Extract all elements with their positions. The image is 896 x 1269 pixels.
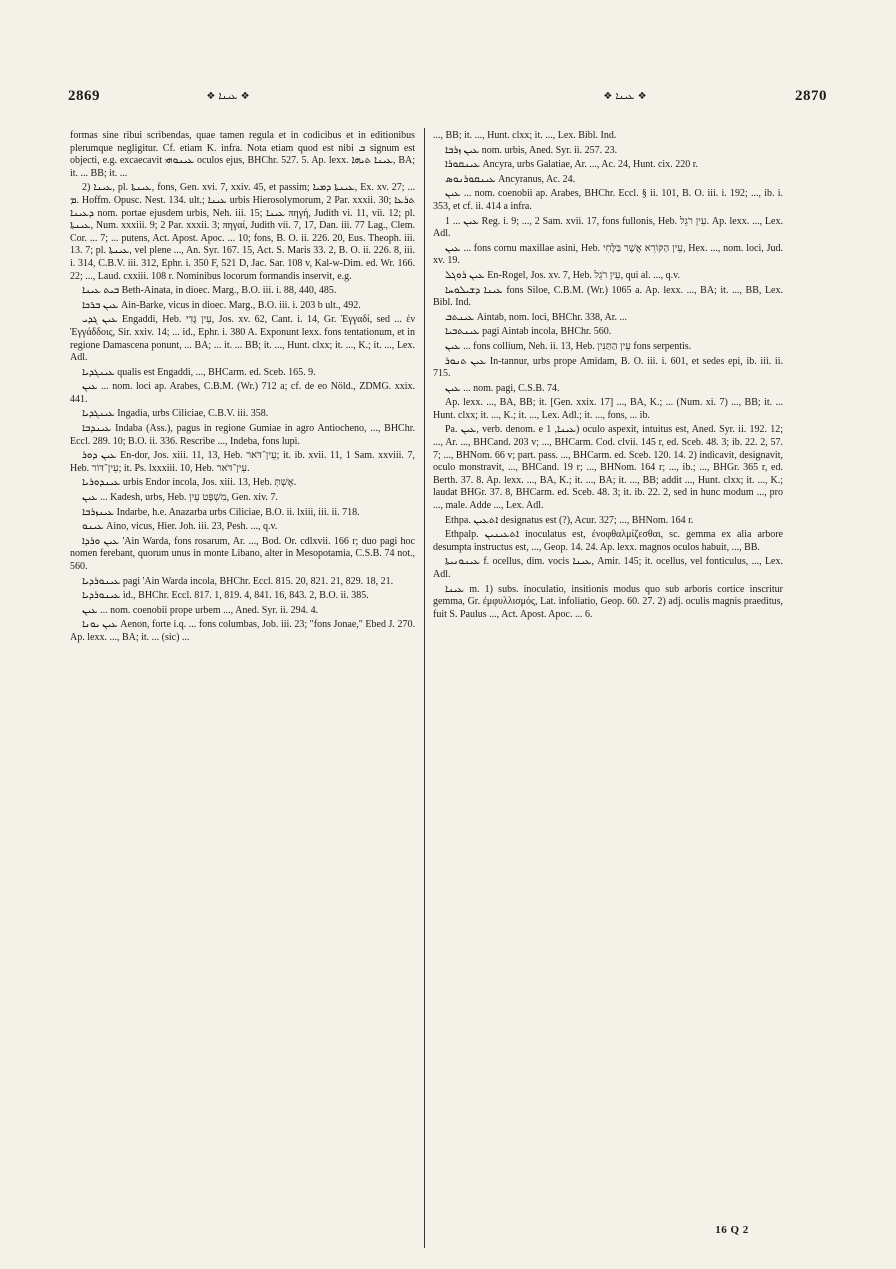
dictionary-entry: 2) ܥܝܢܐ, pl. ܥܝܢܬܐ, fons, Gen. xvi. 7, xxiv. 45, et passim; ܥܝܢܬܐ ܕܡܝܐ, Ex. xv. 27; ... ܡ. Hoffm. Opusc. Nest. 134. ult.; ܥܝܢܐ urbis Hierosolymorum, 2 Par. xxxii. 30; ܬܪܥܐ ܕܥܝܢܐ nom. portae ejusdem urbis, Neh. iii. 15; ܥܝܢܐ πηγή, Judith vi. 11, vii. 12; pl. ܥܝܢܬܐ, Num. xxxiii. 9; 2 Par. xxxii. 3; πηγαί, Judith vii. 7, 17, Dan. iii. 77 Lag., Clem. Cor. ... 7; ... putens, Act. Apost. Apoc. ... 10; fons, B. O. ii. 226. 20, Eus. Theoph. iii. 13. 7; pl. ܥܝܢܬܐ, vel plene ..., An. Syr. 167. 15, Act. S. Maris 33. 2, B. O. ii. 226. 8, iii. i. 314, C.B.V. iii. 312, Ephr. i. 350 F, 521 D, Jac. Sar. 108 v, Kal-w-Dim. ed. Wr. 166. 22; ..., Laud. cxxiii. 108 r. Nominibus locorum formandis inservit, e.g. (70, 182, 415, 282)
dictionary-entry: Ap. lexx. ..., BA, BB; it. [Gen. xxix. 17] ..., BA, K.; ... (Num. xi. 7) ..., BB; it. ... Hunt. clxx; it. ..., K.; it. ..., Lex. Adl.; it. ..., fons, ... ib. (433, 397, 783, 421)
dictionary-entry: ܥܝܢܐ ܕܫܝܠܘܚܐ fons Siloe, C.B.M. (Wr.) 1065 a. Ap. lexx. ..., BA; it. ..., BB, Lex. Bibl. Ind. (433, 284, 783, 309)
dictionary-entry: ܥܝܢ ܪܘܓܠ En-Rogel, Jos. xv. 7, Heb. עֵין רֹגֵל, qui al. ..., q.v. (445, 269, 680, 281)
dictionary-entry: ܥܝܢ ... Kadesh, urbs, Heb. מִשְׁפָּט עֵין, Gen. xiv. 7. (82, 492, 278, 504)
dictionary-entry: ܥܝܢܕܘܪܝܐ urbis Endor incola, Jos. xiii. 13, Heb. אֶשְׁתְּ. (82, 477, 297, 489)
right-running-head: ❖ ܥܝܢܐ ❖ (603, 91, 647, 102)
printer-signature: 16 Q 2 (715, 1224, 749, 1236)
dictionary-entry: ܥܝܢ ... fons collium, Neh. ii. 13, Heb. עֵין הַתַּנִּין fons serpentis. (445, 340, 692, 352)
dictionary-entry: ܥܝܢܘܢܝܬܐ f. ocellus, dim. vocis ܥܝܢܐ, Amir. 145; it. ocellus, vel fonticulus, ..., Lex. Adl. (433, 556, 783, 580)
dictionary-entry: ܥܝܢܩܘܪܢܘܣ Ancyranus, Ac. 24. (445, 173, 576, 185)
dictionary-entry: ܥܝܢ ܙܪܒܐ nom. urbis, Aned. Syr. ii. 257. 23. (445, 144, 618, 156)
dictionary-entry: ܥܝܢ ܓܕܝ Engaddi, Heb. עֵין גֶּדִי, Jos. xv. 62, Cant. i. 14, Gr. Ἐγγαδί, sed ... ἐν Ἐγγάδδοις, Sir. xxiv. 14; ... id., Ephr. i. 380 A. Exponunt lexx. fons tentationum, et in regione Damascena ponunt, ... BA; ... it. ... BB; it. ..., Hunt. clxx; it. ..., K.; it. ..., Lex. Adl. (70, 314, 415, 364)
dictionary-entry: ܥܝܢ ... 1 Reg. i. 9; ..., 2 Sam. xvii. 17, fons fullonis, Heb. עֵין רֹגֵל. Ap. lexx. ..., Lex. Adl. (433, 215, 783, 240)
dictionary-entry: ܥܝܢܘܪܕܝܐ pagi 'Ain Warda incola, BHChr. Eccl. 815. 20, 821. 21, 829. 18, 21. (82, 575, 394, 587)
column-divider (424, 128, 425, 1248)
dictionary-entry: ܥܝܢ ... nom. coenobii prope urbem ..., Aned. Syr. ii. 294. 4. (82, 604, 319, 616)
dictionary-entry: ܥܝܢ ... nom. loci ap. Arabes, C.B.M. (Wr.) 712 a; cf. de eo Nöld., ZDMG. xxix. 441. (70, 381, 415, 405)
dictionary-entry: ܥܝܢ ܕܘܪ En-dor, Jos. xiii. 11, 13, Heb. עֵין־דֹּאר; it. ib. xvii. 11, 1 Sam. xxviii. 7, Heb. עֵין־דּוֹר; it. Ps. lxxxiii. 10, Heb. עֵין־דֹּאר. (70, 450, 415, 474)
page-header (0, 0, 896, 120)
dictionary-entry: ܥܝܢܘ Aino, vicus, Hier. Joh. iii. 23, Pesh. ..., q.v. (82, 521, 278, 533)
left-column (70, 130, 415, 1247)
dictionary-entry: Pa. ܥܝܢ, verb. denom. e ܥܝܢܐ, 1) oculo aspexit, intuitus est, Aned. Syr. ii. 192. 12; ..., Ar. ..., BHCand. 203 v; ..., BHCarm. Cod. clvii. 145 r, ed. Sceb. 48. 3; ib. 22. 2, 57. 7; ..., BHNom. 66 v; part. pass. ..., BHCarm. ed. Sceb. 120. 14. 2) indicavit, designavit, oculo monstravit, ..., BHCand. 19 r; ..., BHNom. 164 r; ..., ib.; ..., BHGr. 365 r, ed. Berth. 37. 8. Ap. lexx. ..., BA, K.; it. ..., BA; it. ..., BB; addit ..., Hunt. clxx; it. ..., K.; laudat BHGr. 37. 8, BHCarm. ed. Sceb. 48. 3; it. ib. 22. 2, sed in hunc modum ..., pro ..., male. Adde ..., Lex. Adl. (433, 424, 783, 512)
dictionary-entry: Ethpalp. ܐܬܥܝܢܝܢ inoculatus est, ἐνοφθαλμίζεσθαι, sc. gemma ex alia arbore desumpta instructus est, ..., Geop. 14. 24. Ap. lexx. magnos oculos habuit, ..., BB. (433, 529, 783, 553)
dictionary-entry: ܥܝܢ ... nom. pagi, C.S.B. 74. (445, 382, 560, 394)
dictionary-entry: ܒܝܬ ܥܝܢܐ Beth-Ainata, in dioec. Marg., B.O. iii. i. 88, 440, 485. (82, 285, 337, 297)
dictionary-entry: Ethpa. ܐܬܥܝܢ designatus est (?), Acur. 327; ..., BHNom. 164 r. (445, 514, 694, 526)
dictionary-entry: ܥܝܢ ܘܪܕܐ 'Ain Warda, fons rosarum, Ar. ..., Bod. Or. cdlxvii. 166 r; duo pagi hoc nomen ferebant, quorum unus in monte Libano, alter in Mesopotamia, C.S.B. 74 not., 560. (70, 535, 415, 572)
right-column (433, 130, 783, 1247)
dictionary-entry: ܥܝܢܓܕܝܐ Ingadia, urbs Ciliciae, C.B.V. iii. 358. (82, 408, 269, 420)
dictionary-entry: ܥܝܢܙܪܒܐ Indarbe, h.e. Anazarba urbs Ciliciae, B.O. ii. lxiii, iii. ii. 718. (82, 506, 360, 518)
dictionary-entry: ..., BB; it. ..., Hunt. clxx; it. ..., Lex. Bibl. Ind. (433, 130, 617, 141)
dictionary-entry: formas sine ribui scribendas, quae tamen regula et in codicibus et in editionibus plerumque negligitur. Cf. etiam K. infra. Nota etiam quod est nibi ܒ signum est objecti, e.g. excaecavit ܥܝܢܘܗܝ oculos ejus, BHChr. 527. 5. Ap. lexx. ܥܝܢܐ ܬܝܗܐ, BA; it. ... BB; it. ... (70, 130, 415, 179)
dictionary-entry: ܥܝܢ ܝܘܢܐ Aenon, forte i.q. ... fons columbas, Job. iii. 23; "fons Jonae," Ebed J. 270. Ap. lexx. ..., BA; it. ... (sic) ... (70, 619, 415, 643)
dictionary-entry: ܥܝܢ ... fons cornu maxillae asini, Heb. עֵין הַקּוֹרֵא אֲשֶׁר בַּלֶּחִי, Hex. ..., nom. loci, Jud. xv. 19. (433, 242, 783, 267)
dictionary-entry: ܥܝܢܩܘܪܐ Ancyra, urbs Galatiae, Ar. ..., Ac. 24, Hunt. cix. 220 r. (445, 159, 698, 171)
dictionary-entry: ܥܝܢܐ m. 1) subs. inoculatio, insitionis modus quo sub arboris cortice inscritur gemma, Gr. ἐμφυλλισμός, Lat. infoliatio, Geop. 60. 27. 2) adj. oculis magnis praeditus, fuit S. Paulus ..., Act. Apost. Apoc. ... 6. (433, 583, 783, 620)
dictionary-entry: ܥܝܢܓܕܝܐ qualis est Engaddi, ..., BHCarm. ed. Sceb. 165. 9. (82, 366, 316, 378)
dictionary-entry: ܥܝܢ ܒܪܟܐ Ain-Barke, vicus in dioec. Marg., B.O. iii. i. 203 b ult., 492. (82, 299, 361, 311)
dictionary-entry: ܥܝܢܬܒܝܐ pagi Aintab incola, BHChr. 560. (445, 326, 612, 338)
dictionary-entry: ܥܝܢܘܪܕܝܐ id., BHChr. Eccl. 817. 1, 819. 4, 841. 16, 843. 2, B.O. ii. 385. (82, 590, 369, 602)
right-page-number: 2870 (795, 88, 827, 104)
dictionary-entry: ܥܝܢܕܒܐ Indaba (Ass.), pagus in regione Gumiae in agro Antiocheno, ..., BHChr. Eccl. 289. 10; B.O. ii. 336. Rescribe ..., Indeba, fons lupi. (70, 423, 415, 447)
dictionary-entry: ܥܝܢ ... nom. coenobii ap. Arabes, BHChr. Eccl. § ii. 101, B. O. iii. i. 192; ..., ib. i. 353, et cf. ii. 414 a infra. (433, 188, 783, 212)
left-running-head: ❖ ܥܝܢܐ ❖ (206, 91, 250, 102)
dictionary-entry: ܥܝܢܬܒ Aintab, nom. loci, BHChr. 338, Ar. ... (445, 311, 627, 323)
dictionary-entry: ܥܝܢ ܬܢܘܪ In-tannur, urbs prope Amidam, B. O. iii. i. 601, et sedes epi, ib. iii. ii. 715. (433, 355, 783, 380)
left-page-number: 2869 (68, 88, 100, 104)
